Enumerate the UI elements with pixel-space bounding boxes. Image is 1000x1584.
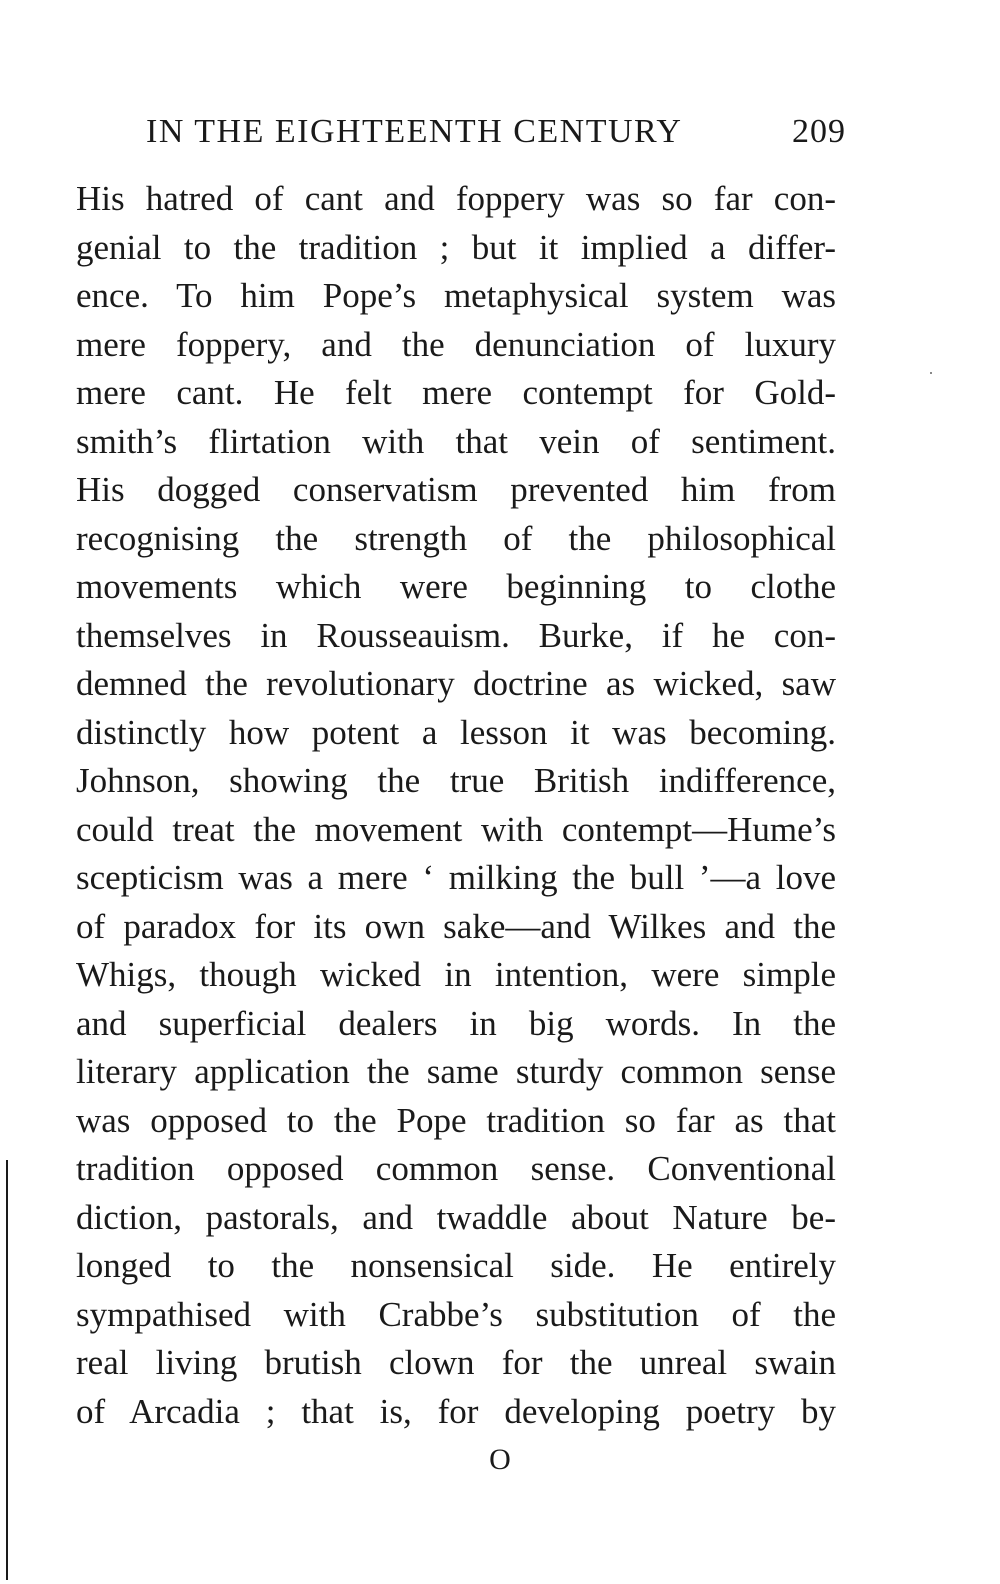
text-line: could treat the movement with contempt—Hume’s bbox=[76, 809, 836, 849]
text-line: mere cant. He felt mere contempt for Gold- bbox=[76, 373, 836, 412]
text-line: demned the revolutionary doctrine as wicked, saw bbox=[76, 664, 836, 703]
text-line: His dogged conservatism prevented him from bbox=[76, 470, 836, 509]
page-number: 209 bbox=[792, 113, 846, 150]
text-line: Whigs, though wicked in intention, were simple bbox=[76, 955, 836, 994]
text-line: mere foppery, and the denunciation of luxury bbox=[76, 324, 836, 364]
scan-margin-rule bbox=[6, 1160, 8, 1580]
text-line: of paradox for its own sake—and Wilkes and the bbox=[76, 906, 836, 946]
text-line: distinctly how potent a lesson it was becoming. bbox=[76, 712, 836, 752]
text-line: diction, pastorals, and twaddle about Nature be- bbox=[76, 1197, 836, 1237]
text-line: real living brutish clown for the unreal swain bbox=[76, 1343, 836, 1382]
text-line: smith’s flirtation with that vein of sentiment. bbox=[76, 421, 836, 461]
text-line: Johnson, showing the true British indifference, bbox=[76, 761, 836, 800]
body-text bbox=[76, 175, 836, 1436]
text-line: scepticism was a mere ‘ milking the bull ’—a love bbox=[76, 858, 836, 897]
text-line: longed to the nonsensical side. He entirely bbox=[76, 1246, 836, 1285]
running-head bbox=[146, 108, 846, 156]
running-title: IN THE EIGHTEENTH CENTURY bbox=[146, 113, 683, 150]
text-line: His hatred of cant and foppery was so far con- bbox=[76, 179, 836, 218]
text-line: was opposed to the Pope tradition so far as that bbox=[76, 1100, 836, 1140]
text-line: literary application the same sturdy common sense bbox=[76, 1052, 836, 1091]
scan-speck bbox=[930, 372, 932, 374]
text-line: tradition opposed common sense. Conventional bbox=[76, 1149, 836, 1188]
signature-mark: O bbox=[489, 1443, 511, 1476]
text-line: and superficial dealers in big words. In the bbox=[76, 1003, 836, 1043]
text-line: of Arcadia ; that is, for developing poetry by bbox=[76, 1391, 836, 1431]
text-line: ence. To him Pope’s metaphysical system was bbox=[76, 276, 836, 315]
text-line: themselves in Rousseauism. Burke, if he con- bbox=[76, 615, 836, 655]
text-line: recognising the strength of the philosophical bbox=[76, 518, 836, 558]
text-line: sympathised with Crabbe’s substitution of the bbox=[76, 1294, 836, 1334]
text-line: genial to the tradition ; but it implied a differ- bbox=[76, 227, 836, 267]
text-line: movements which were beginning to clothe bbox=[76, 567, 836, 606]
